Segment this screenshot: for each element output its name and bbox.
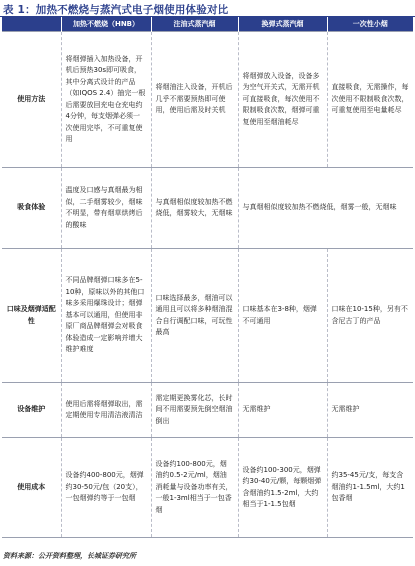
table-cell: 使用后需将烟弹取出，需定期使用专用清洁液清洁: [61, 383, 151, 438]
table-cell: 口味基本在3-8种，烟弹不可通用: [238, 249, 327, 383]
table-cell: 口味选择最多，烟油可以通用且可以将多种烟油混合自行调配口味，可玩性最高: [151, 249, 238, 383]
header-cell-hnb: 加热不燃烧（HNB）: [61, 17, 151, 32]
table-cell: 约35-45元/支，每支含烟油约1-1.5ml，大约1包香烟: [327, 438, 413, 538]
row-label: 口味及烟弹适配性: [2, 249, 61, 383]
table-cell: 口味在10-15种，另有不含尼古丁的产品: [327, 249, 413, 383]
table-row: [2, 249, 413, 383]
table-row: [2, 32, 413, 168]
table-cell: 直接吸食，无需操作，每次使用不限制吸食次数，可重复使用至电量耗尽: [327, 32, 413, 168]
table-row: [2, 168, 413, 249]
table-cell: 将烟弹放入设备，设备多为空气开关式，无需开机可直接吸食，每次使用不限制吸食次数，烟弹可重复使用至烟油耗尽: [238, 32, 327, 168]
header-cell-pod: 换弹式蒸汽烟: [238, 17, 327, 32]
table-cell: 无需维护: [327, 383, 413, 438]
table-cell: 不同品牌烟弹口味多在5-10种，原味以外的其他口味多采用爆珠设计；烟弹基本可以通用，但使用非原厂商品牌烟弹会对吸食体验造成一定影响并增大维护难度: [61, 249, 151, 383]
table-cell: 需定期更换雾化芯，长时间不用需要预先倒空烟油倒出: [151, 383, 238, 438]
table-header-row: [2, 17, 413, 32]
row-label: 吸食体验: [2, 168, 61, 249]
table-row: [2, 383, 413, 438]
table-cell: 设备约100-300元，烟弹约30-40元/颗，每颗烟弹含烟油约1.5-2ml，大约相当于1-1.5包烟: [238, 438, 327, 538]
table-cell: 温度及口感与真烟最为相似，二手烟雾较少，烟味不明显，带有烟草烘烤后的酸味: [61, 168, 151, 249]
table-cell: 设备约400-800元，烟弹约30-50元/包（20支），一包烟弹约等于一包烟: [61, 438, 151, 538]
header-cell-refillable: 注油式蒸汽烟: [151, 17, 238, 32]
table-cell: 无需维护: [238, 383, 327, 438]
row-label: 使用方法: [2, 32, 61, 168]
row-label: 设备维护: [2, 383, 61, 438]
table-cell: 与真烟相似度较加热不燃烧低，烟雾较大，无烟味: [151, 168, 238, 249]
table-cell: 将烟弹插入加热设备，开机后预热30s即可吸食，其中分离式设计的产品（如IQOS 2.4）抽完一根后需要放回充电仓充电约4分钟，每支烟弹必须一次使用完毕，不可重复使用: [61, 32, 151, 168]
title-bar: [0, 0, 415, 17]
table-title: 表 1：加热不燃烧与蒸汽式电子烟使用体验对比: [3, 4, 229, 16]
table-row: [2, 438, 413, 538]
source-note: 资料来源：公开资料整理，长城证券研究所: [3, 552, 136, 560]
table-cell: 设备约100-800元，烟油约0.5-2元/ml，烟油消耗量与设备功率有关，一般1-3ml相当于一包香烟: [151, 438, 238, 538]
table-cell: 将烟油注入设备，开机后几乎不需要预热即可使用，使用后需及时关机: [151, 32, 238, 168]
header-cell-disposable: 一次性小烟: [327, 17, 413, 32]
comparison-table: [2, 17, 413, 538]
table-cell: 与真烟相似度较加热不燃烧低，烟雾一般，无烟味: [238, 168, 413, 249]
header-cell-empty: [2, 17, 61, 32]
row-label: 使用成本: [2, 438, 61, 538]
